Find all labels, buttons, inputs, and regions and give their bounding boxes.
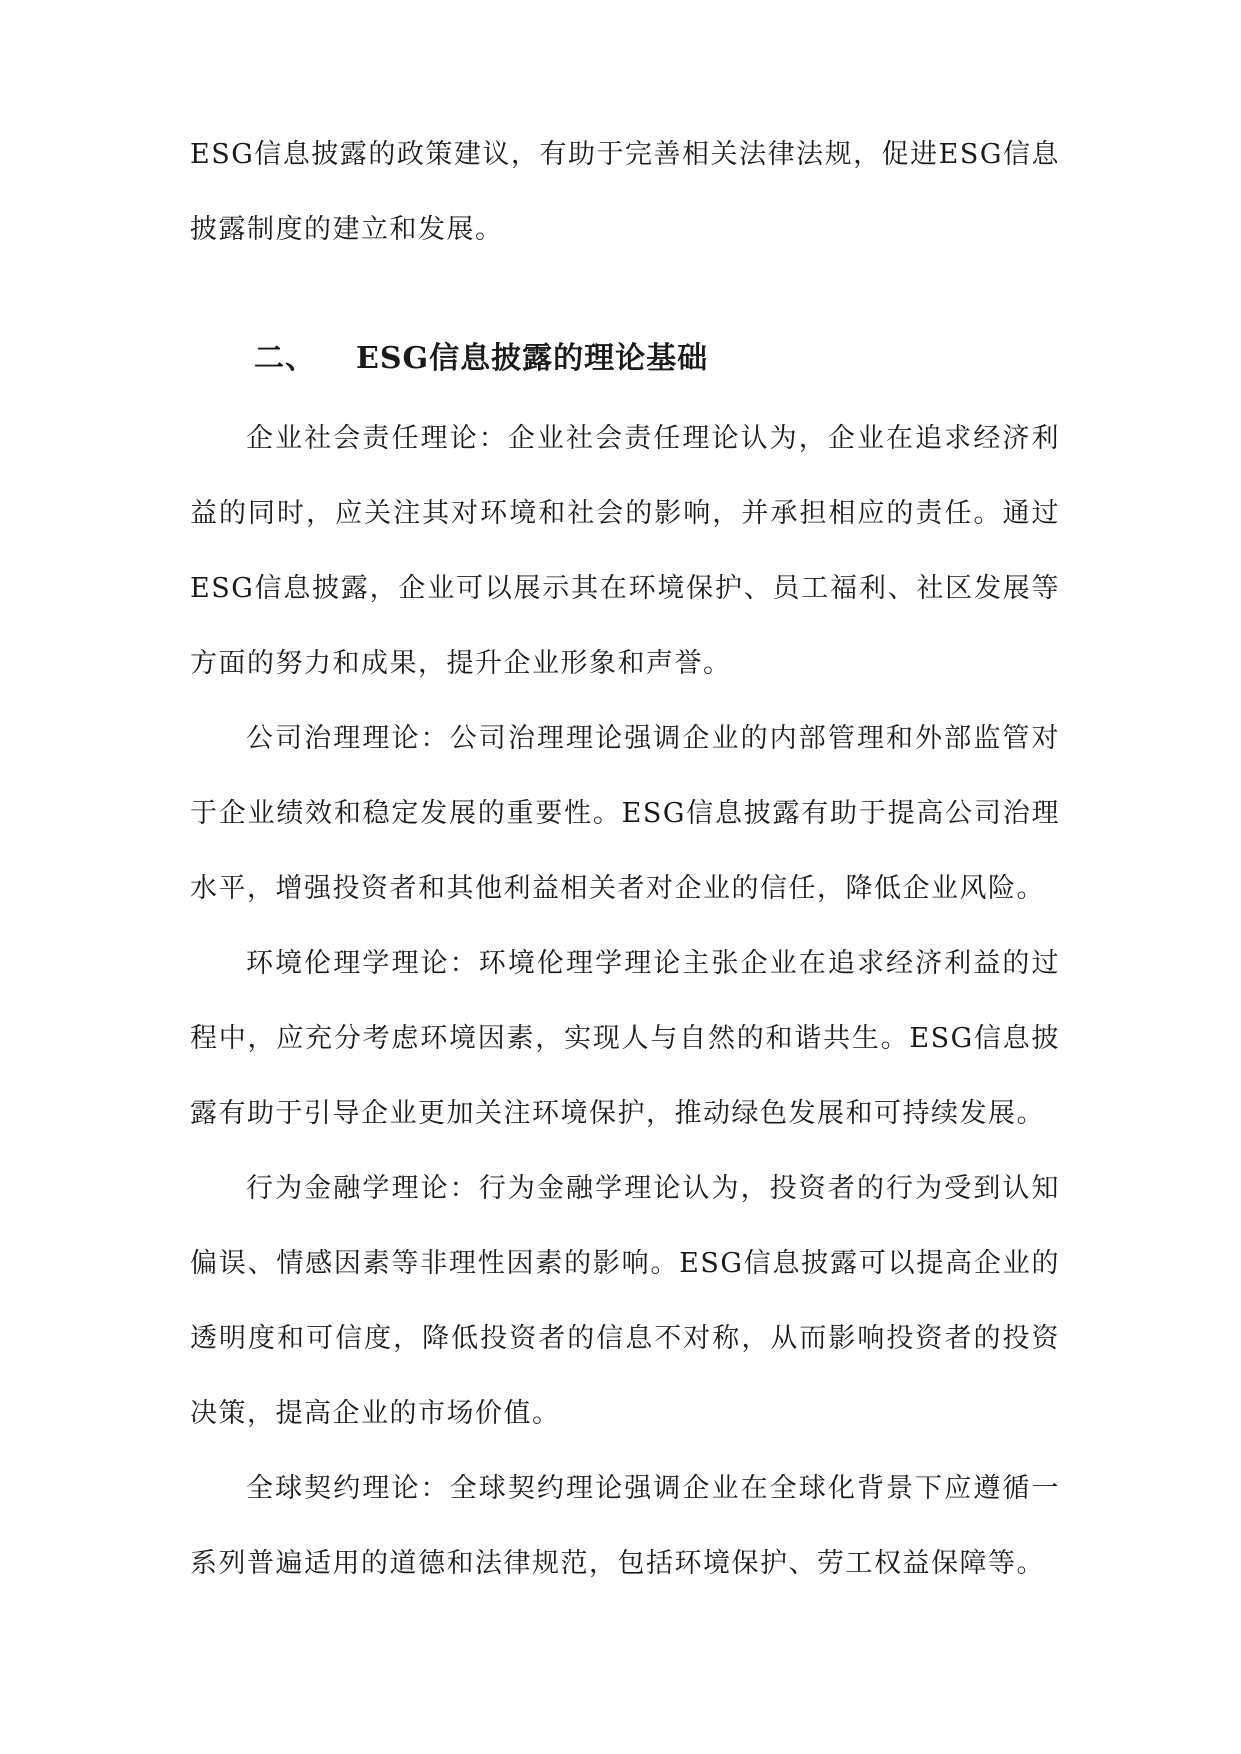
- paragraph-behavioral-finance-theory: 行为金融学理论：行为金融学理论认为，投资者的行为受到认知偏误、情感因素等非理性因素的影响。ESG信息披露可以提高企业的透明度和可信度，降低投资者的信息不对称，从而影响投资者的投资决策，提高企业的市场价值。: [190, 1173, 1060, 1429]
- section-heading: [254, 329, 708, 389]
- paragraph-global-compact-theory: 全球契约理论：全球契约理论强调企业在全球化背景下应遵循一系列普遍适用的道德和法律规范，包括环境保护、劳工权益保障等。: [190, 1473, 1060, 1579]
- paragraph-environmental-ethics-theory: 环境伦理学理论：环境伦理学理论主张企业在追求经济利益的过程中，应充分考虑环境因素，实现人与自然的和谐共生。ESG信息披露有助于引导企业更加关注环境保护，推动绿色发展和可持续发展。: [190, 948, 1060, 1129]
- paragraph-governance-theory: 公司治理理论：公司治理理论强调企业的内部管理和外部监管对于企业绩效和稳定发展的重要性。ESG信息披露有助于提高公司治理水平，增强投资者和其他利益相关者对企业的信任，降低企业风险。: [190, 723, 1060, 904]
- paragraph-csr-theory: 企业社会责任理论：企业社会责任理论认为，企业在追求经济利益的同时，应关注其对环境和社会的影响，并承担相应的责任。通过ESG信息披露，企业可以展示其在环境保护、员工福利、社区发展等方面的努力和成果，提升企业形象和声誉。: [190, 423, 1060, 679]
- section-number: 二、: [254, 341, 316, 376]
- section-title: ESG信息披露的理论基础: [356, 341, 709, 376]
- continuation-paragraph: ESG信息披露的政策建议，有助于完善相关法律法规，促进ESG信息披露制度的建立和发展。: [190, 139, 1060, 245]
